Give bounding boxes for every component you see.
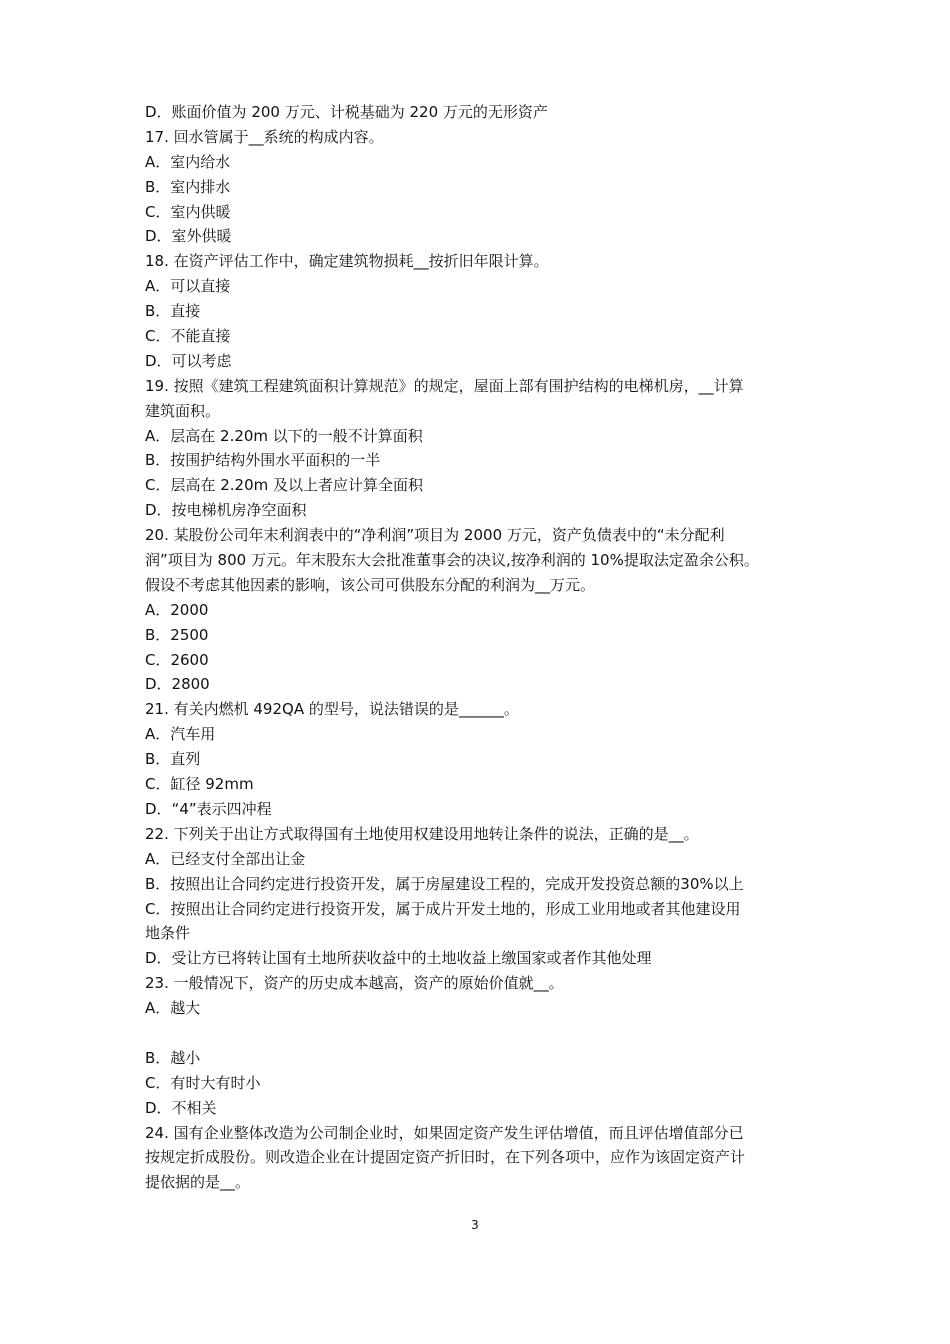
text-line: D．按电梯机房净空面积 (145, 501, 307, 520)
text-line: B．室内排水 (145, 177, 231, 196)
text-line: 23. 一般情况下，资产的历史成本越高，资产的原始价值就__。 (145, 974, 564, 993)
text-line: 18. 在资产评估工作中，确定建筑物损耗__按折旧年限计算。 (145, 252, 549, 271)
text-line: D．可以考虑 (145, 351, 232, 370)
text-line: A．汽车用 (145, 725, 216, 744)
text-line: D．账面价值为 200 万元、计税基础为 220 万元的无形资产 (145, 103, 548, 121)
text-line: 按规定折成股份。则改造企业在计提固定资产折旧时，在下列各项中，应作为该固定资产计 (145, 1148, 746, 1167)
text-line: A．室内给水 (145, 152, 231, 171)
page-number: 3 (471, 1218, 479, 1232)
text-line: A．2000 (145, 600, 209, 619)
text-line: B．越小 (145, 1048, 201, 1067)
text-line: C．室内供暖 (145, 202, 231, 221)
text-line: B．按围护结构外围水平面积的一半 (145, 451, 381, 470)
text-line: D．2800 (145, 675, 210, 694)
text-line: A．可以直接 (145, 277, 231, 296)
text-line: C．2600 (145, 650, 209, 669)
text-line: C．按照出让合同约定进行投资开发，属于成片开发土地的，形成工业用地或者其他建设用 (145, 899, 741, 918)
text-line: 润”项目为 800 万元。年末股东大会批准董事会的决议,按净利润的 10%提取法定盈余公积。 (145, 551, 759, 570)
text-line: 22. 下列关于出让方式取得国有土地使用权建设用地转让条件的说法，正确的是__。 (145, 824, 699, 843)
text-line: 地条件 (145, 924, 191, 943)
blank-line (145, 1021, 815, 1046)
text-line: 17. 回水管属于__系统的构成内容。 (145, 127, 384, 146)
text-line: A．层高在 2.20m 以下的一般不计算面积 (145, 426, 423, 445)
text-line: B．按照出让合同约定进行投资开发，属于房屋建设工程的，完成开发投资总额的30%以上 (145, 874, 744, 893)
text-line: 21. 有关内燃机 492QA 的型号，说法错误的是______。 (145, 700, 519, 719)
text-line: D．受让方已将转让国有土地所获收益中的土地收益上缴国家或者作其他处理 (145, 949, 652, 968)
text-line: C．有时大有时小 (145, 1073, 261, 1092)
text-line: C．缸径 92mm (145, 775, 254, 794)
text-line: D．“4”表示四冲程 (145, 799, 272, 818)
text-line: A．越大 (145, 999, 201, 1018)
text-line: D．不相关 (145, 1098, 217, 1117)
text-line: B．2500 (145, 625, 209, 644)
text-line: 提依据的是__。 (145, 1173, 251, 1192)
text-line: B．直列 (145, 750, 201, 769)
text-line: 建筑面积。 (145, 401, 221, 420)
text-line: 24. 国有企业整体改造为公司制企业时，如果固定资产发生评估增值，而且评估增值部分已 (145, 1123, 744, 1142)
text-line: 20. 某股份公司年末利润表中的“净利润”项目为 2000 万元，资产负债表中的“未分配利 (145, 526, 725, 545)
text-line: A．已经支付全部出让金 (145, 849, 306, 868)
question-list (145, 100, 815, 1195)
text-line: 假设不考虑其他因素的影响，该公司可供股东分配的利润为__万元。 (145, 575, 596, 594)
text-line: D．室外供暖 (145, 227, 232, 246)
text-line: C．不能直接 (145, 327, 231, 346)
text-line: 19. 按照《建筑工程建筑面积计算规范》的规定，屋面上部有围护结构的电梯机房，__计算 (145, 376, 744, 395)
text-line: C．层高在 2.20m 及以上者应计算全面积 (145, 476, 424, 495)
text-line: B．直接 (145, 302, 201, 321)
